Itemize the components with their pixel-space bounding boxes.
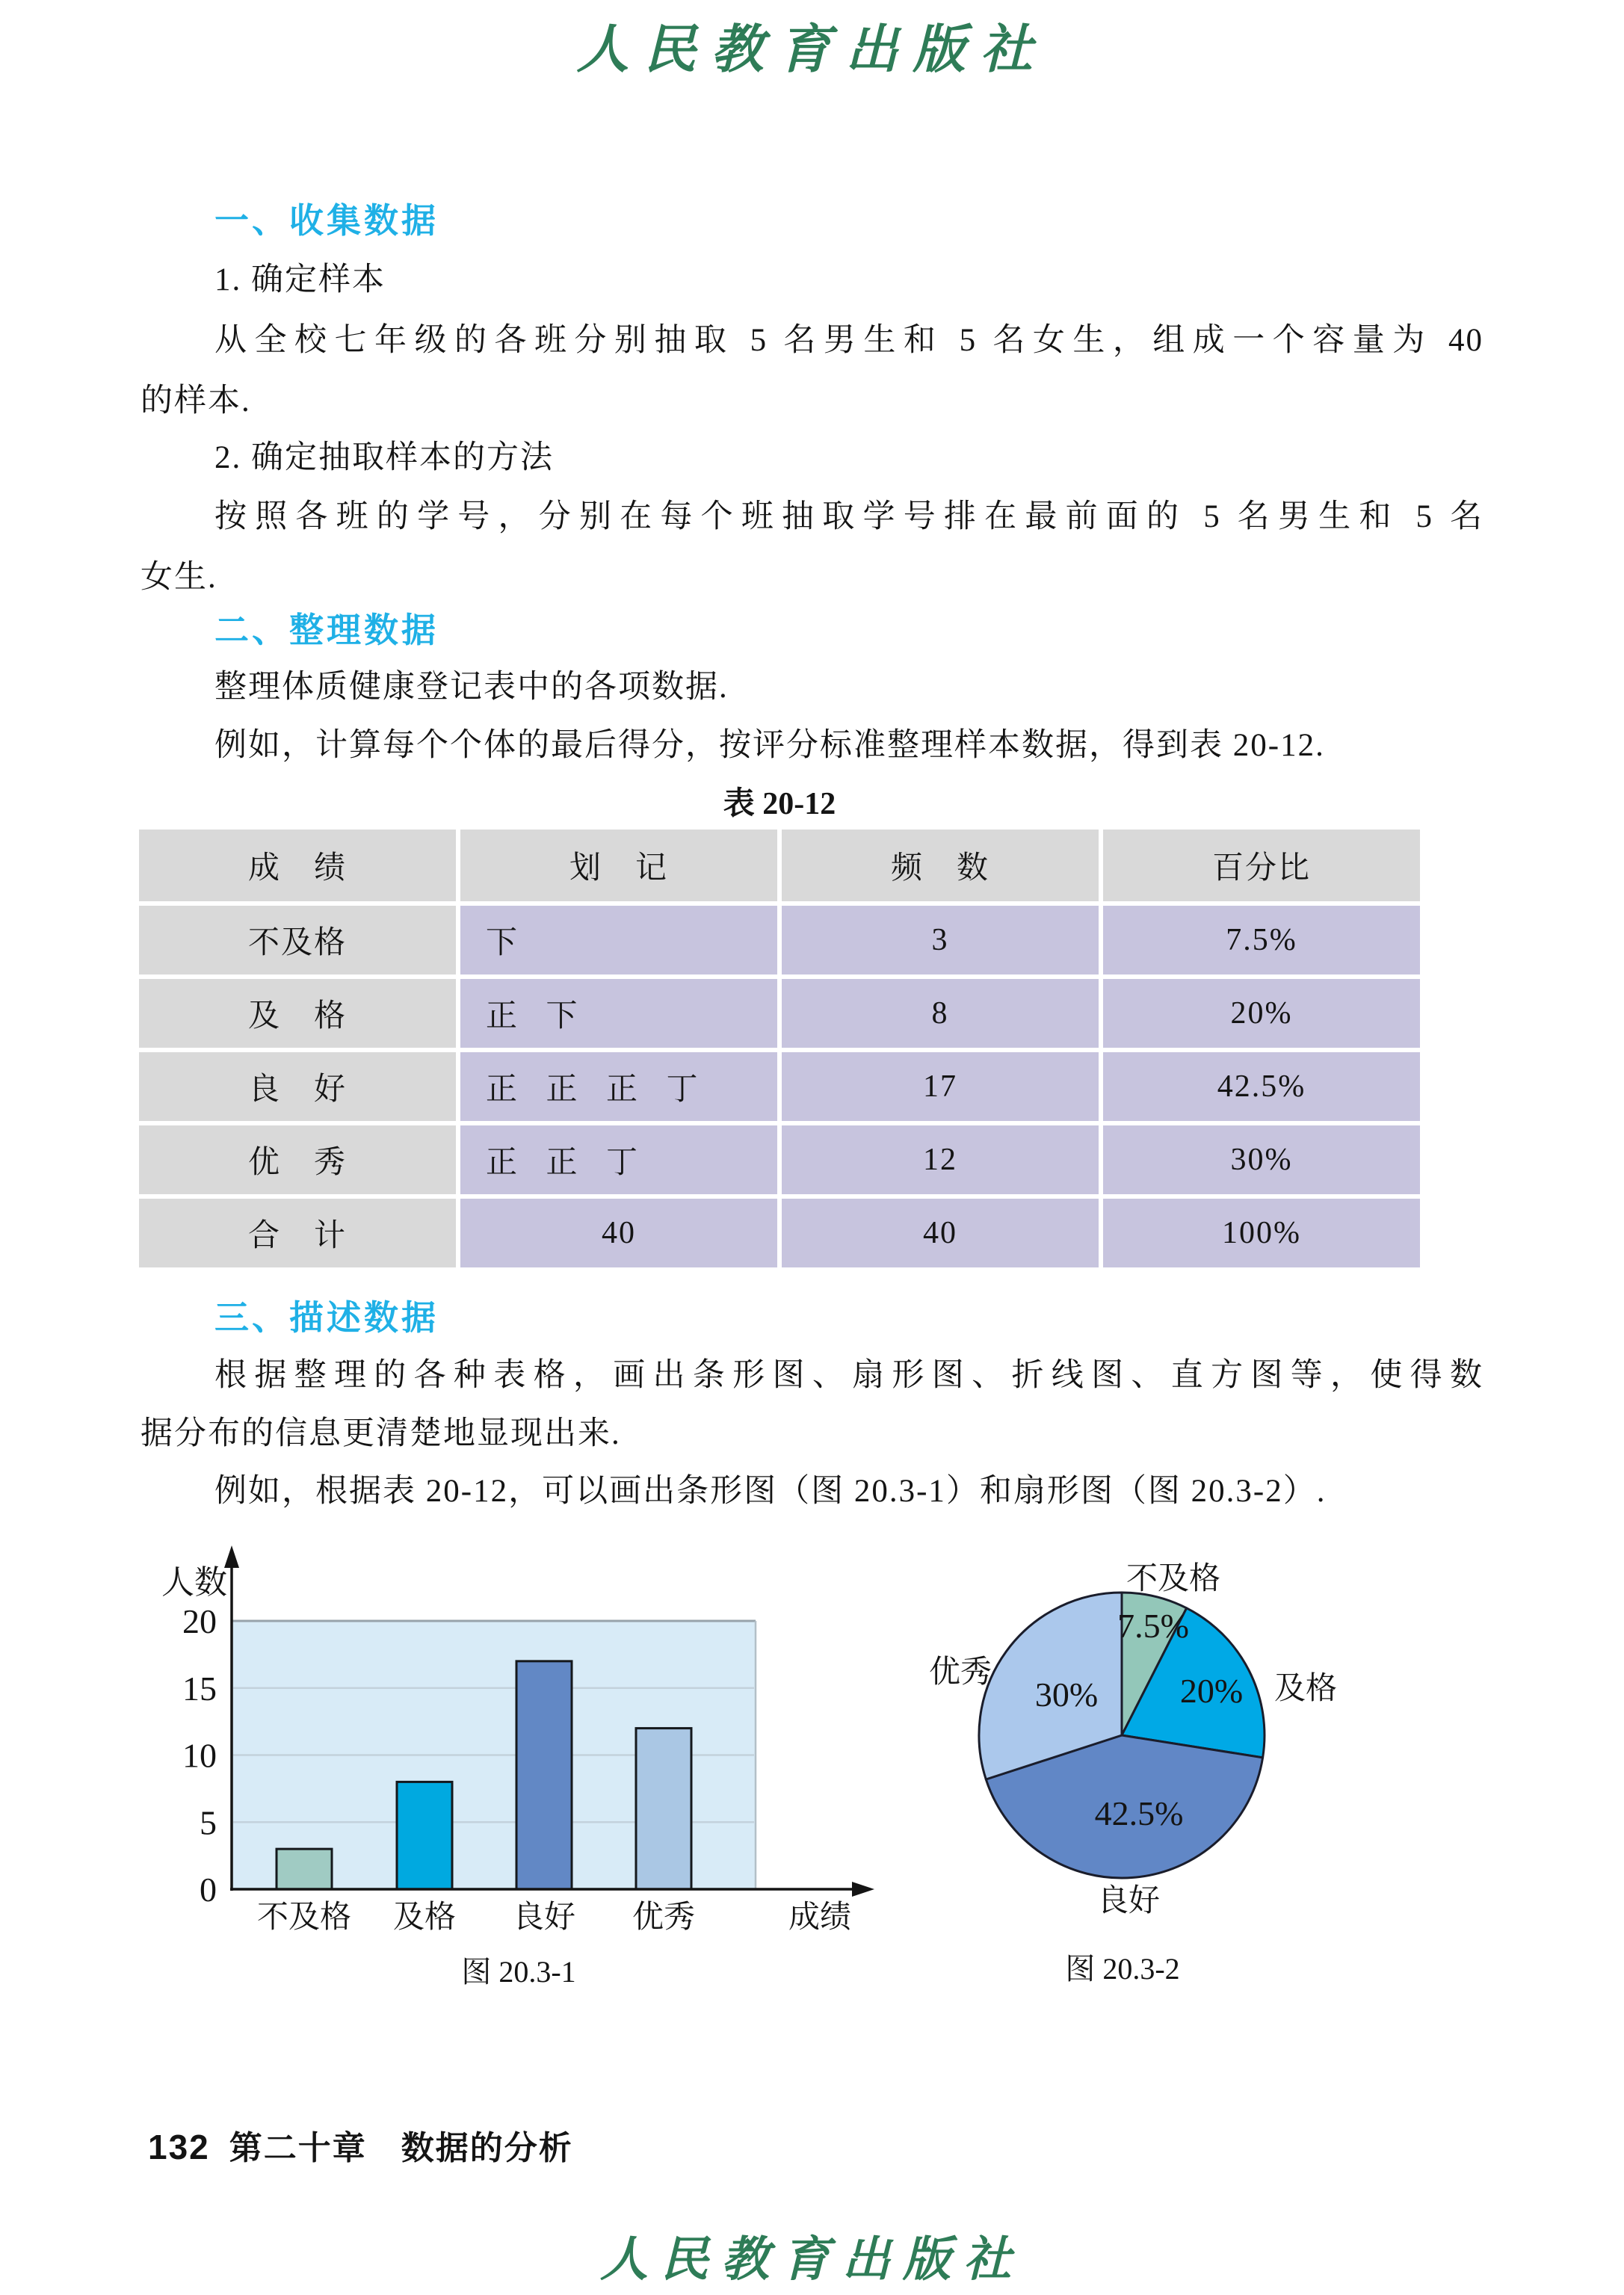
slice-percent-label: 30% — [1034, 1675, 1099, 1714]
column-header-grade: 成 绩 — [139, 830, 456, 901]
page-number: 132 — [148, 2128, 210, 2166]
column-header-tally: 划 记 — [460, 830, 777, 901]
paragraph-line: 据分布的信息更清楚地显现出来. — [141, 1416, 621, 1451]
step-item: 1. 确定样本 — [214, 262, 386, 297]
slice-label: 优秀 — [928, 1655, 992, 1690]
table-cell-tally-total: 40 — [460, 1199, 777, 1267]
paragraph-line: 整理体质健康登记表中的各项数据. — [214, 670, 729, 705]
table-cell-frequency: 12 — [782, 1125, 1099, 1194]
slice-label: 及格 — [1273, 1672, 1338, 1706]
x-axis-label: 成绩 — [788, 1900, 852, 1935]
table-cell-tally: 正 下 — [460, 979, 777, 1048]
table-row-grade: 合 计 — [139, 1199, 456, 1267]
pie-chart-figure — [882, 1539, 1554, 2018]
table-cell-percent: 30% — [1103, 1125, 1420, 1194]
bar-1 — [397, 1782, 452, 1889]
table-cell-percent: 20% — [1103, 979, 1420, 1048]
figure-caption: 图 20.3-1 — [461, 1955, 576, 1989]
table-cell-frequency: 40 — [782, 1199, 1099, 1267]
slice-label: 不及格 — [1126, 1562, 1221, 1596]
paragraph-line: 女生. — [141, 560, 217, 595]
y-tick-label: 0 — [200, 1871, 217, 1909]
section-heading-collect: 一、收集数据 — [214, 201, 439, 240]
section-heading-describe: 三、描述数据 — [214, 1298, 439, 1337]
table-cell-percent: 42.5% — [1103, 1052, 1420, 1121]
table-row-grade: 不及格 — [139, 906, 456, 974]
table-cell-frequency: 17 — [782, 1052, 1099, 1121]
section-heading-organize: 二、整理数据 — [214, 611, 439, 649]
x-category-label: 不及格 — [256, 1900, 352, 1935]
table-caption: 表 20-12 — [723, 787, 836, 821]
column-header-frequency: 频 数 — [782, 830, 1099, 901]
y-tick-label: 15 — [182, 1669, 217, 1708]
publisher-logo-top: 人民教育出版社 — [576, 22, 1048, 79]
bar-3 — [636, 1729, 691, 1889]
frequency-table — [139, 830, 1420, 1267]
paragraph-line: 例如，根据表 20-12，可以画出条形图（图 20.3-1）和扇形图（图 20.3-2）. — [214, 1474, 1327, 1509]
table-row-grade: 及 格 — [139, 979, 456, 1048]
table-cell-percent: 100% — [1103, 1199, 1420, 1267]
y-tick-label: 5 — [200, 1803, 217, 1842]
y-tick-label: 20 — [182, 1602, 217, 1640]
table-cell-tally: 正 正 正 丁 — [460, 1052, 777, 1121]
paragraph-line: 从全校七年级的各班分别抽取 5 名男生和 5 名女生，组成一个容量为 40 — [214, 323, 1483, 358]
step-item: 2. 确定抽取样本的方法 — [214, 440, 554, 475]
y-tick-label: 10 — [182, 1736, 217, 1775]
paragraph-line: 例如，计算每个个体的最后得分，按评分标准整理样本数据，得到表 20-12. — [214, 728, 1325, 763]
table-row-grade: 优 秀 — [139, 1125, 456, 1194]
bar-chart-figure — [105, 1539, 897, 2018]
slice-percent-label: 42.5% — [1094, 1794, 1184, 1832]
x-category-label: 良好 — [512, 1900, 576, 1935]
column-header-percent: 百分比 — [1103, 830, 1420, 901]
x-axis-arrow-icon — [852, 1882, 874, 1897]
bar-2 — [516, 1661, 572, 1889]
bar-0 — [277, 1849, 332, 1889]
y-axis-label: 人数 — [161, 1564, 227, 1601]
chapter-title: 第二十章 数据的分析 — [229, 2130, 573, 2166]
slice-percent-label: 7.5% — [1117, 1607, 1189, 1645]
table-cell-percent: 7.5% — [1103, 906, 1420, 974]
table-cell-frequency: 3 — [782, 906, 1099, 974]
page-footer — [148, 2121, 573, 2169]
table-cell-tally: 下 — [460, 906, 777, 974]
figure-caption: 图 20.3-2 — [1065, 1952, 1180, 1986]
slice-percent-label: 20% — [1179, 1672, 1244, 1710]
slice-label: 良好 — [1096, 1884, 1161, 1918]
table-cell-frequency: 8 — [782, 979, 1099, 1048]
x-category-label: 优秀 — [632, 1900, 696, 1935]
paragraph-line: 按照各班的学号，分别在每个班抽取学号排在最前面的 5 名男生和 5 名 — [214, 499, 1483, 534]
table-cell-tally: 正 正 丁 — [460, 1125, 777, 1194]
table-row-grade: 良 好 — [139, 1052, 456, 1121]
publisher-logo-bottom: 人民教育出版社 — [600, 2233, 1024, 2286]
paragraph-line: 根据整理的各种表格，画出条形图、扇形图、折线图、直方图等，使得数 — [214, 1358, 1483, 1393]
x-category-label: 及格 — [392, 1900, 457, 1935]
paragraph-line: 的样本. — [141, 383, 251, 418]
